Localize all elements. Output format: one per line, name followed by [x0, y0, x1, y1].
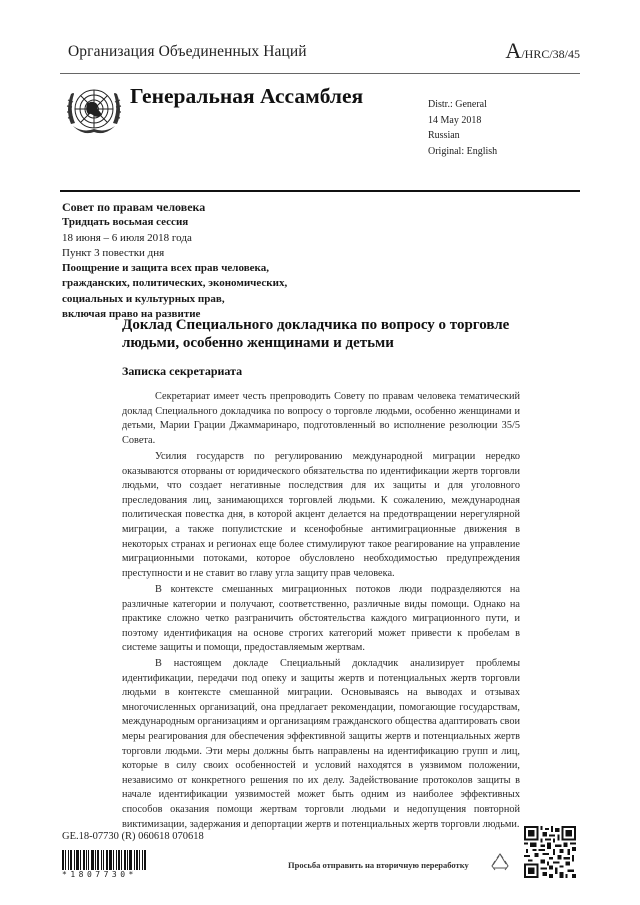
- symbol-prefix: A: [505, 38, 522, 63]
- recycle-icon: [490, 853, 510, 875]
- council-block: [62, 200, 287, 322]
- agenda-title-line: гражданских, политических, экономических,: [62, 277, 288, 290]
- organization-name: Организация Объединенных Наций: [68, 43, 307, 60]
- symbol-suffix: /HRC/38/45: [521, 47, 580, 61]
- paragraph-3: [122, 583, 520, 656]
- session: Тридцать восьмая сессия: [62, 216, 189, 229]
- note-title: Записка секретариата: [122, 364, 243, 378]
- barcode-number: *1807730*: [62, 870, 137, 879]
- agenda-title-line: социальных и культурных прав,: [62, 292, 225, 305]
- qr-code-icon: [524, 826, 576, 878]
- paragraph-text: Секретариат имеет честь препроводить Совету по правам человека тематический доклад Специального докладчика по вопросу о торговле людьми, особенно женщинами и детьми, Марии Грации Джаммаринаро, подготовленный во исполнение резолюции 35/5 Совета.: [122, 391, 520, 446]
- council-name: Совет по правам человека: [62, 200, 206, 214]
- paragraph-2: [122, 450, 520, 581]
- document-symbol: [505, 40, 580, 62]
- agenda-item: Пункт 3 повестки дня: [62, 246, 165, 259]
- barcode: [62, 850, 148, 870]
- agenda-title-line: включая право на развитие: [62, 308, 201, 321]
- recycle-notice: Просьба отправить на вторичную переработку: [288, 860, 469, 870]
- distribution-language: Russian: [428, 130, 460, 141]
- paragraph-text: В настоящем докладе Специальный докладчик анализирует проблемы идентификации, передачи под опеку и защиты жертв и потенциальных жертв торговли людьми в контексте смешанной миграции. Основываясь на выводах и отзывах многочисленных организаций, она предлагает рекомендации, помогающие государствам, международным организациям и организациям гражданского общества адаптировать свои меры реагирования для обеспечения эффективной защиты жертв и потенциальных жертв торговли людьми. Эти меры должны быть направлены на идентификацию групп и лиц, которые в силу своих особенностей и условий находятся в уязвимом положении, независимо от конкретного решения по их делу. Задействование протоколов защиты в начале идентификации уязвимостей может быть одним из наиболее эффективных способов оказания помощи жертвам торговли людьми и недопущения повторной виктимизации, задержания и депортации жертв и потенциальных жертв торговли людьми.: [122, 658, 520, 830]
- original-language: Original: English: [428, 145, 498, 157]
- paragraph-text: В контексте смешанных миграционных потоков люди подразделяются на различные категории и получают, соответственно, различные виды помощи. Однако на практике сложно четко разграничить обстоятельства каждого миграционного пути, и поэтому идентификация на основе строгих категорий может привести к пробелам в системе защиты и помощи, предоставляемым жертвам.: [122, 584, 520, 654]
- header-rule: [60, 73, 580, 74]
- paragraph-text: Усилия государств по регулированию международной миграции нередко оказываются оторваны от юридического обязательства по идентификации жертв торговли людьми, что создает негативные последствия для их защиты и для уголовного преследования лиц, занимающихся торговлей людьми. К сожалению, международная политическая повестка дня, в которой акцент делается на предотвращении нерегулярной миграции, а также популистские и ксенофобные антимиграционные движения в некоторых странах и регионах еще более стимулируют такое реагирование на управление миграционными потоками, которое обусловлено необходимостью предупреждения преступности и не ставит во главу угла защиту прав человека.: [122, 451, 520, 579]
- job-number: GE.18-07730 (R) 060618 070618: [62, 831, 204, 842]
- agenda-title-line: Поощрение и защита всех прав человека,: [62, 262, 269, 275]
- distribution-date: 14 May 2018: [428, 114, 482, 126]
- distribution-block: [428, 97, 497, 159]
- distribution-type: Distr.: General: [428, 99, 487, 110]
- header-bottom-rule: [60, 190, 580, 192]
- paragraph-4: [122, 657, 520, 832]
- paragraph-1: [122, 390, 520, 448]
- un-emblem-icon: [63, 80, 125, 142]
- general-assembly-title: Генеральная Ассамблея: [130, 84, 364, 108]
- session-dates: 18 июня – 6 июля 2018 года: [62, 231, 192, 244]
- report-title-line: людьми, особенно женщинами и детьми: [122, 335, 394, 351]
- report-title-line: Доклад Специального докладчика по вопросу о торговле: [122, 317, 510, 333]
- report-title: [122, 316, 562, 352]
